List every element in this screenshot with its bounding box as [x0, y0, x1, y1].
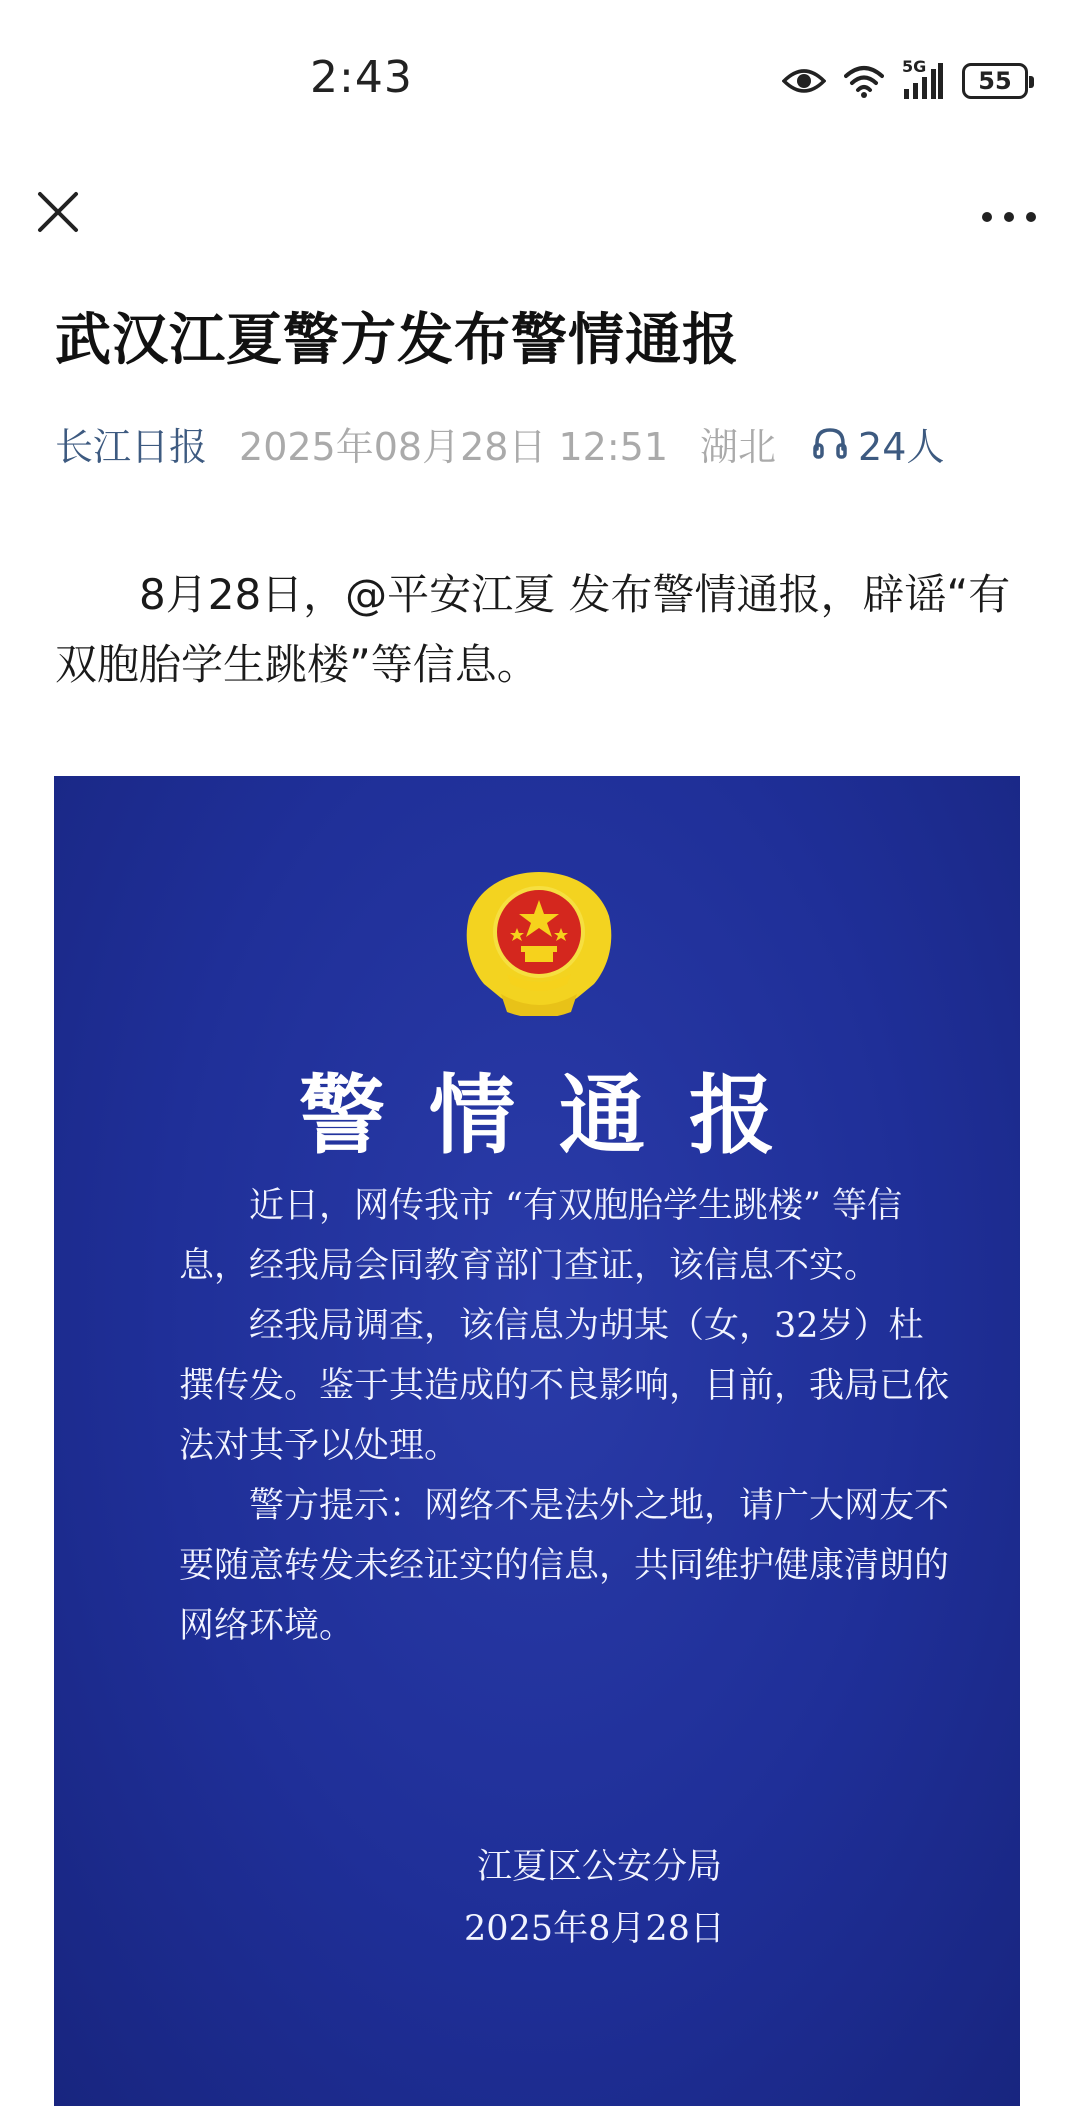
more-icon — [974, 182, 1044, 242]
article-datetime: 2025年08月28日 12:51 — [239, 424, 669, 469]
close-button[interactable] — [28, 182, 88, 242]
battery-icon — [962, 63, 1028, 99]
eye-icon — [782, 65, 826, 97]
notice-signature: 江夏区公安分局 — [476, 1847, 722, 1887]
network-label: 5G — [902, 57, 927, 76]
notice-paragraph: 警方提示：网络不是法外之地，请广大网友不要随意转发未经证实的信息，共同维护健康清朗的网络环境。 — [179, 1486, 950, 1646]
notice-heading: 警情通报 — [299, 1065, 819, 1166]
notice-signature-block — [464, 1836, 725, 1960]
notice-body — [179, 1176, 949, 1656]
status-bar — [0, 0, 1080, 160]
notice-paragraph: 近日，网传我市 “有双胞胎学生跳楼” 等信息，经我局会同教育部门查证，该信息不实。 — [179, 1186, 903, 1286]
wifi-icon — [844, 64, 884, 98]
battery-level: 55 — [978, 67, 1012, 95]
article-region: 湖北 — [700, 424, 777, 469]
article-body: 8月28日，@平安江夏 发布警情通报，辟谣“有双胞胎学生跳楼”等信息。 — [55, 570, 1011, 689]
article-source[interactable]: 长江日报 — [55, 424, 208, 469]
headphone-icon — [812, 425, 848, 461]
status-time: 2:43 — [310, 52, 413, 103]
notice-date: 2025年8月28日 — [464, 1909, 725, 1949]
status-icons — [782, 56, 1028, 106]
close-icon — [28, 182, 88, 242]
listen-button[interactable] — [812, 416, 944, 471]
article-meta — [55, 415, 944, 471]
police-emblem-icon — [459, 866, 619, 1016]
nav-bar — [0, 170, 1080, 260]
more-button[interactable] — [974, 182, 1044, 242]
listen-count: 24人 — [858, 424, 945, 469]
signal-icon — [902, 57, 944, 101]
notice-image[interactable] — [54, 776, 1020, 2106]
notice-paragraph: 经我局调查，该信息为胡某（女，32岁）杜撰传发。鉴于其造成的不良影响，目前，我局已依法对其予以处理。 — [179, 1306, 950, 1466]
article-title: 武汉江夏警方发布警情通报 — [55, 308, 739, 373]
